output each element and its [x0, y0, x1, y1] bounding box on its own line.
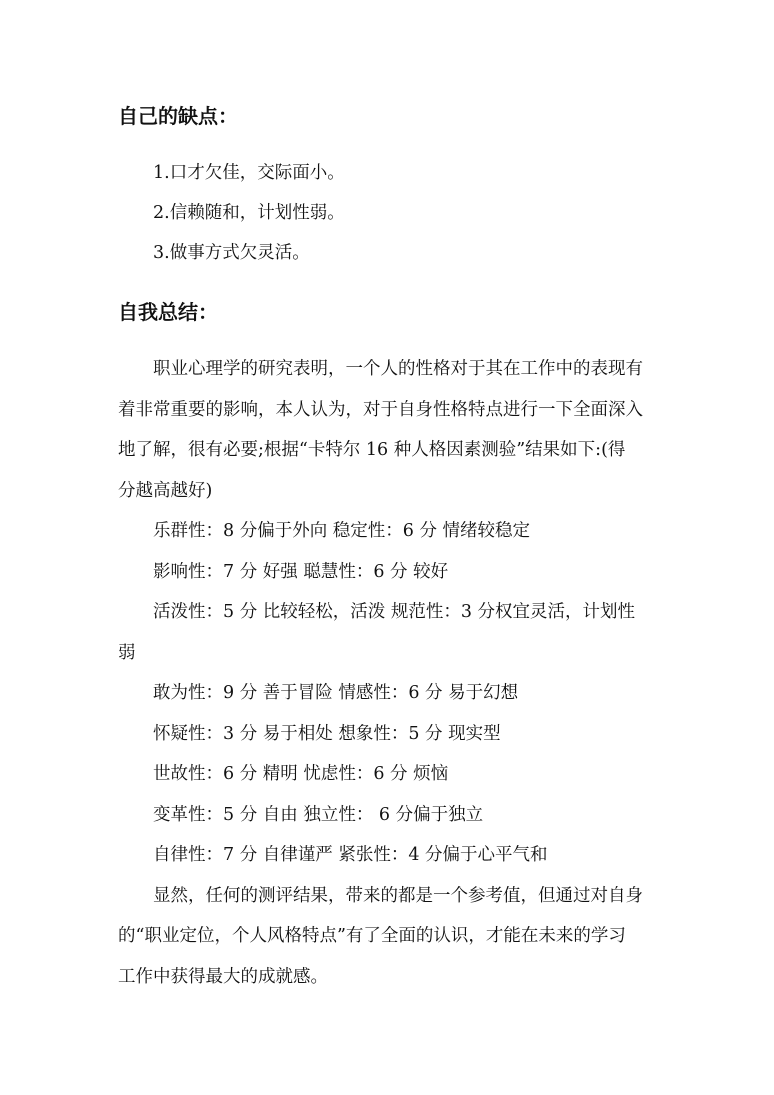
trait-line: 变革性：5 分 自由 独立性： 6 分偏于独立	[153, 805, 484, 825]
conclusion-line: 的“职业定位，个人风格特点”有了全面的认识，才能在未来的学习	[118, 926, 626, 946]
intro-line: 着非常重要的影响，本人认为，对于自身性格特点进行一下全面深入	[118, 400, 643, 420]
shortcomings-heading: 自己的缺点：	[118, 104, 238, 128]
intro-line: 地了解，很有必要;根据“卡特尔 16 种人格因素测验”结果如下:(得	[118, 440, 626, 460]
trait-line: 自律性：7 分 自律谨严 紧张性：4 分偏于心平气和	[153, 845, 548, 865]
intro-line: 职业心理学的研究表明，一个人的性格对于其在工作中的表现有	[153, 359, 643, 379]
conclusion-line: 工作中获得最大的成就感。	[118, 967, 328, 987]
trait-line: 活泼性：5 分 比较轻松，活泼 规范性：3 分权宜灵活，计划性	[153, 602, 636, 622]
trait-line: 敢为性：9 分 善于冒险 情感性：6 分 易于幻想	[153, 683, 519, 703]
shortcoming-item: 2.信赖随和，计划性弱。	[153, 203, 345, 223]
shortcoming-item: 3.做事方式欠灵活。	[153, 243, 310, 263]
intro-line: 分越高越好)	[118, 481, 213, 501]
trait-line: 影响性：7 分 好强 聪慧性：6 分 较好	[153, 562, 449, 582]
summary-heading: 自我总结：	[118, 300, 218, 324]
trait-line: 世故性：6 分 精明 忧虑性：6 分 烦恼	[153, 764, 449, 784]
trait-line: 怀疑性：3 分 易于相处 想象性：5 分 现实型	[153, 724, 501, 744]
conclusion-line: 显然，任何的测评结果，带来的都是一个参考值，但通过对自身	[153, 886, 643, 906]
shortcoming-item: 1.口才欠佳，交际面小。	[153, 163, 345, 183]
trait-line: 弱	[118, 643, 136, 663]
trait-line: 乐群性：8 分偏于外向 稳定性：6 分 情绪较稳定	[153, 521, 531, 541]
